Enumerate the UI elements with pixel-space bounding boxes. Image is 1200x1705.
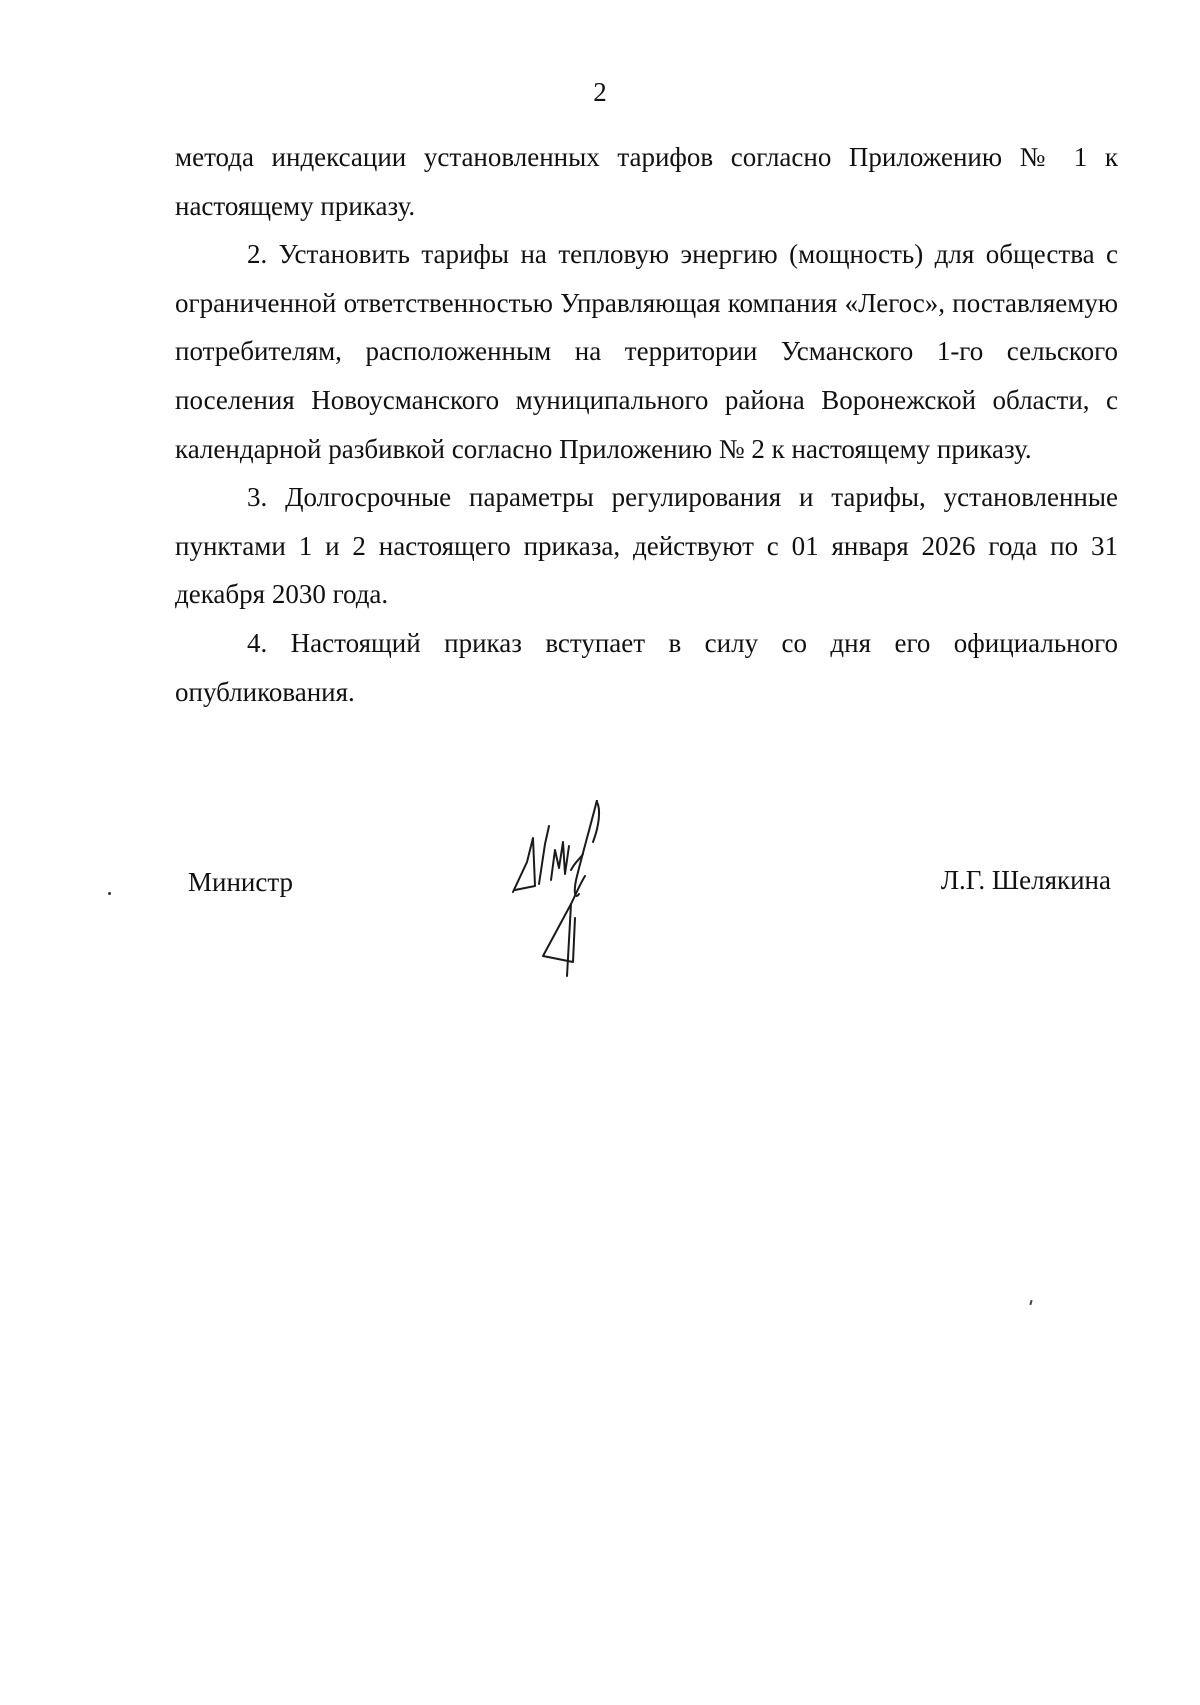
paragraph-item-3: 3. Долгосрочные параметры регулирования и тарифы, установленные пунктами 1 и 2 настоящего приказа, действуют с 01 января 2026 года по 31 декабря 2030 года. <box>175 482 1118 610</box>
page-number: 2 <box>593 77 607 107</box>
signer-name: Л.Г. Шелякина <box>940 865 1111 895</box>
scan-dot-mark <box>108 892 111 895</box>
scan-tick-mark <box>1029 1300 1032 1305</box>
paragraph-item-2: 2. Установить тарифы на тепловую энергию (мощность) для общества с ограниченной ответственностью Управляющая компания «Легос», поставляемую потребителям, расположенным на территории Усманского 1-го сельского поселения Новоусманского муниципального района Воронежской области, с календарной разбивкой согласно Приложению № 2 к настоящему приказу. <box>175 239 1118 464</box>
signature-block <box>0 800 1200 1000</box>
paragraph-continuation: метода индексации установленных тарифов согласно Приложению № 1 к настоящему приказу. <box>175 142 1118 221</box>
paragraph-item-4: 4. Настоящий приказ вступает в силу со дня его официального опубликования. <box>175 627 1118 707</box>
handwritten-signature-icon <box>505 800 655 1000</box>
signer-position: Министр <box>188 867 293 897</box>
document-body <box>175 133 1118 716</box>
